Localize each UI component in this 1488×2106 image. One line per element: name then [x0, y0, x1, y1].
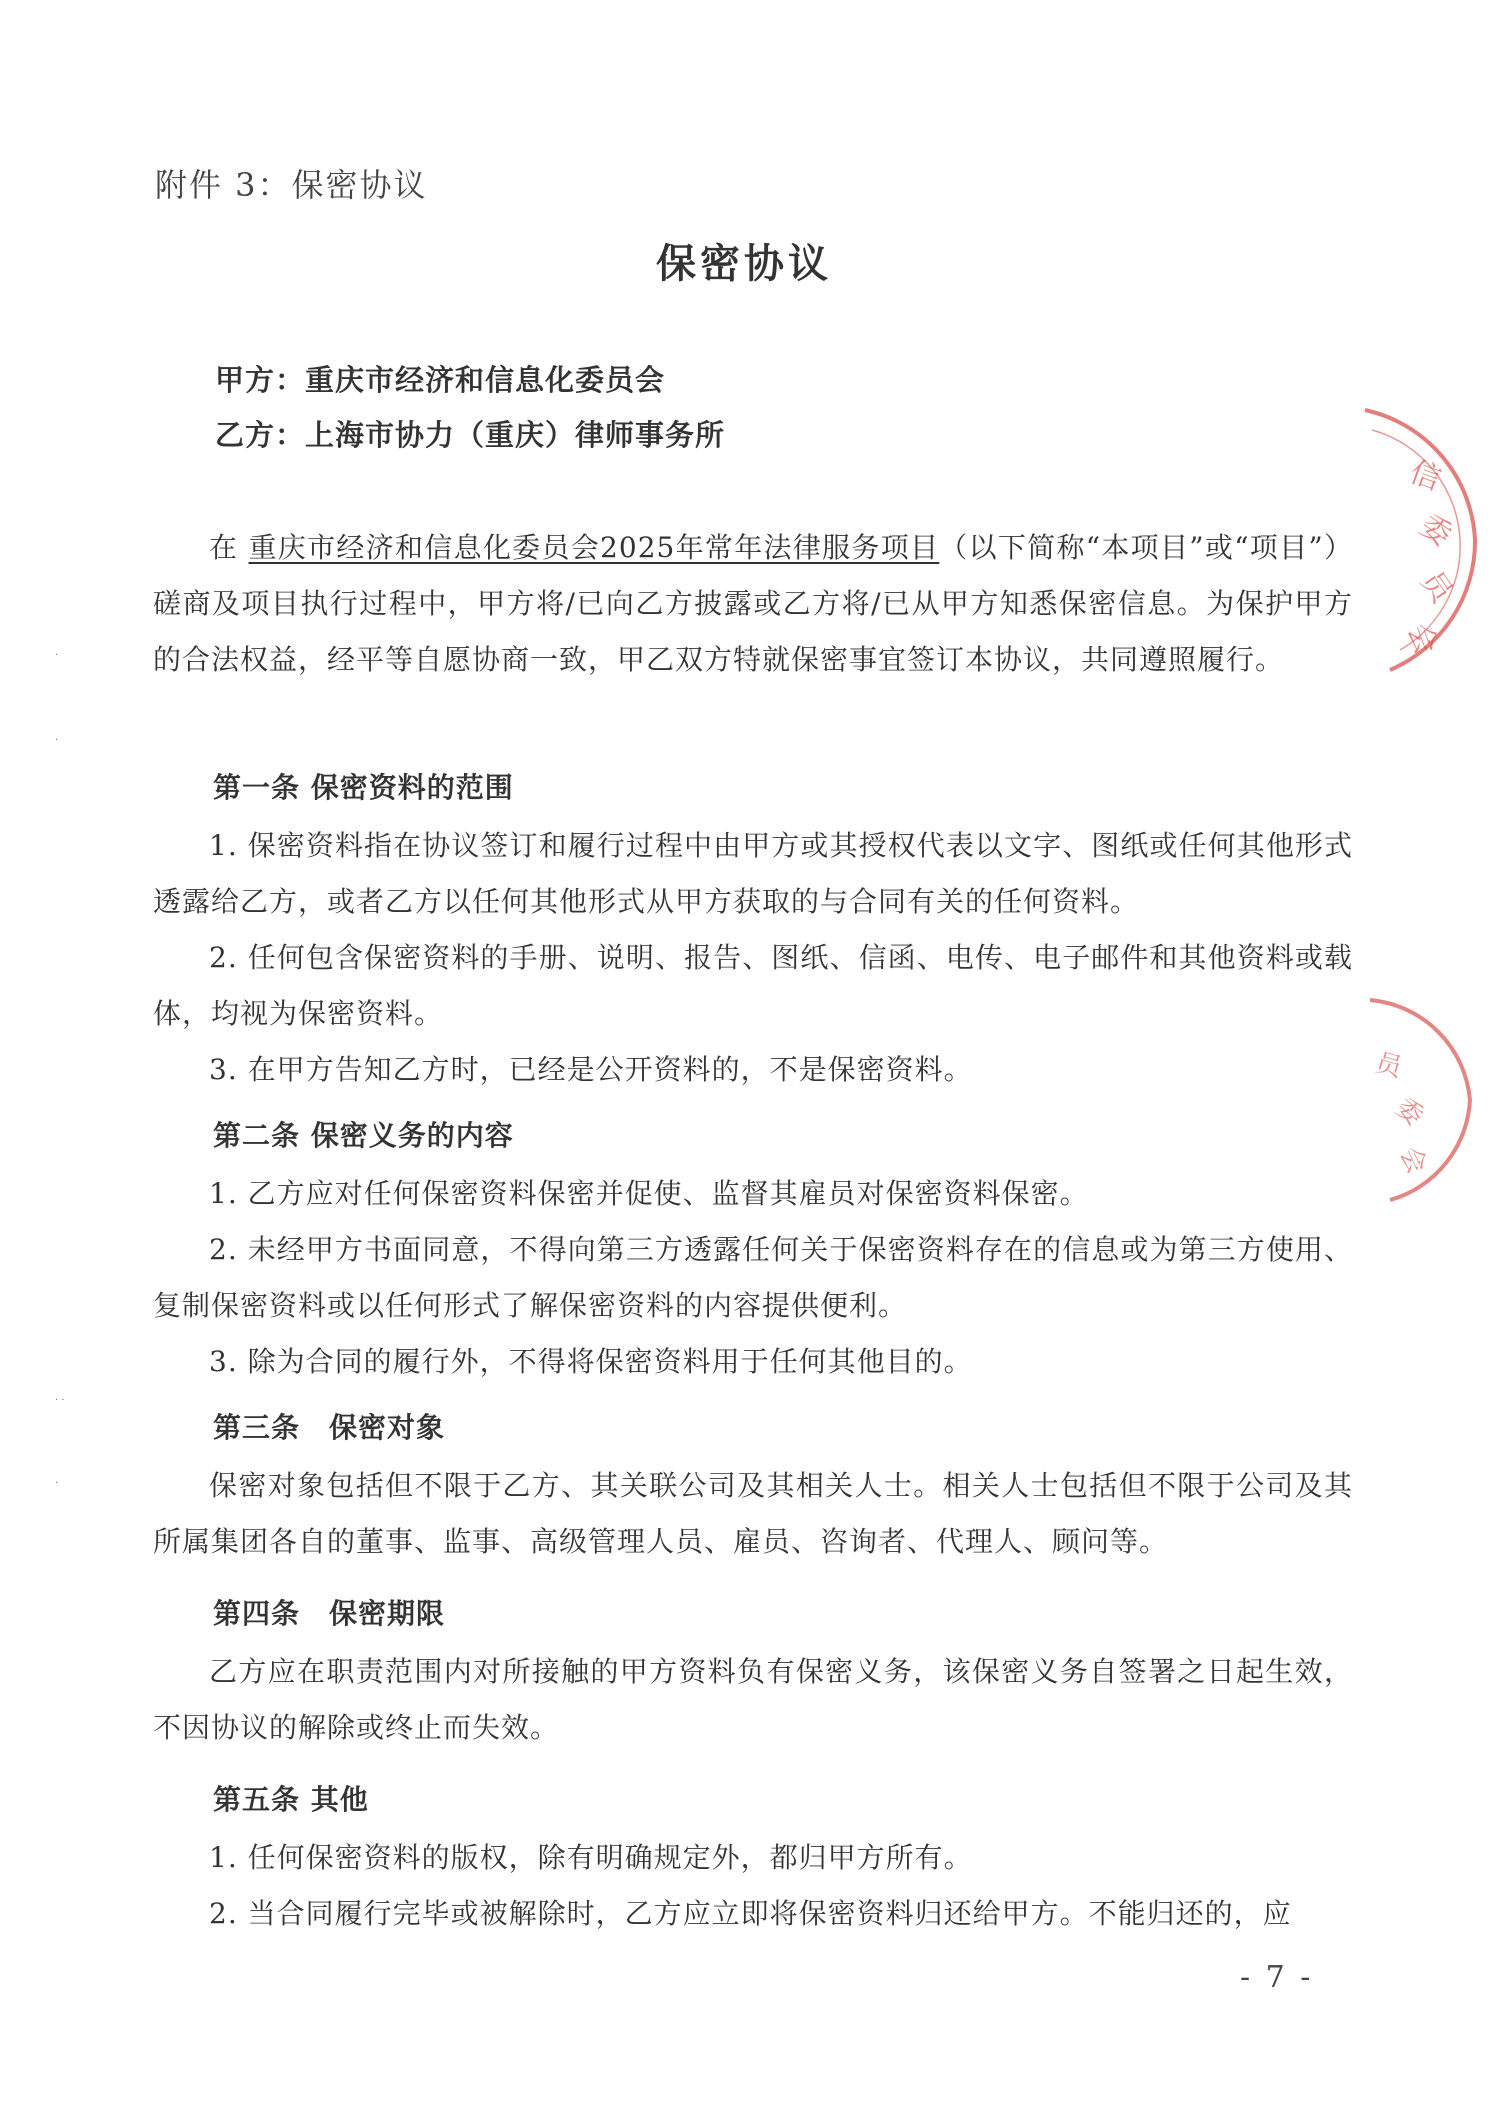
seal-top-char: 信 — [1405, 455, 1446, 497]
section-5-body — [153, 1830, 1353, 1942]
section-2-item: 1. 乙方应对任何保密资料保密并促使、监督其雇员对保密资料保密。 — [209, 1177, 1089, 1210]
section-1-item: 1. 保密资料指在协议签订和履行过程中由甲方或其授权代表以文字、图纸或任何其他形式透露给乙方，或者乙方以任何其他形式从甲方获取的与合同有关的任何资料。 — [153, 829, 1353, 918]
section-2-item: 3. 除为合同的履行外，不得将保密资料用于任何其他目的。 — [209, 1345, 973, 1378]
seal-top-char: 员 — [1414, 565, 1459, 609]
section-4-body — [153, 1644, 1353, 1756]
section-1-body — [153, 818, 1353, 1098]
official-seal-top — [1350, 400, 1488, 680]
scan-speck: · — [55, 1478, 59, 1489]
page-number: - 7 - — [1240, 1960, 1314, 1995]
project-name: 重庆市经济和信息化委员会2025年常年法律服务项目 — [248, 531, 940, 564]
section-3-body — [153, 1458, 1353, 1570]
section-1-heading: 第一条 保密资料的范围 — [213, 771, 514, 804]
scan-speck: · — [55, 650, 59, 661]
document-title: 保密协议 — [656, 240, 832, 287]
section-2-body — [153, 1166, 1353, 1390]
party-b: 乙方：上海市协力（重庆）律师事务所 — [215, 418, 726, 452]
attachment-label: 附件 3：保密协议 — [155, 166, 428, 204]
section-5-heading: 第五条 其他 — [213, 1783, 369, 1816]
intro-prefix: 在 — [209, 531, 249, 564]
official-seal-middle — [1360, 990, 1488, 1210]
scan-speck: · · — [55, 1395, 65, 1406]
seal-top-char: 会 — [1401, 619, 1443, 659]
section-1-item: 2. 任何包含保密资料的手册、说明、报告、图纸、信函、电传、电子邮件和其他资料或载体，均视为保密资料。 — [153, 941, 1353, 1030]
seal-mid-char: 委 — [1390, 1092, 1429, 1132]
section-2-heading: 第二条 保密义务的内容 — [213, 1119, 514, 1152]
section-4-heading: 第四条 保密期限 — [213, 1597, 446, 1630]
party-a: 甲方：重庆市经济和信息化委员会 — [215, 363, 666, 397]
intro-suffix: （以下简称“本项目”或“项目”）磋商及项目执行过程中，甲方将/已向乙方披露或乙方将/已从甲方知悉保密信息。为保护甲方的合法权益，经平等自愿协商一致，甲乙双方特就保密事宜签订本协议，共同遵照履行。 — [153, 531, 1354, 676]
seal-top-char: 委 — [1413, 508, 1458, 553]
section-2-item: 2. 未经甲方书面同意，不得向第三方透露任何关于保密资料存在的信息或为第三方使用、复制保密资料或以任何形式了解保密资料的内容提供便利。 — [153, 1233, 1353, 1322]
intro-paragraph — [153, 520, 1353, 688]
section-1-item: 3. 在甲方告知乙方时，已经是公开资料的，不是保密资料。 — [209, 1053, 973, 1086]
section-3-text: 保密对象包括但不限于乙方、其关联公司及其相关人士。相关人士包括但不限于公司及其所属集团各自的董事、监事、高级管理人员、雇员、咨询者、代理人、顾问等。 — [153, 1469, 1353, 1558]
seal-mid-char: 会 — [1394, 1142, 1432, 1179]
section-5-item: 2. 当合同履行完毕或被解除时，乙方应立即将保密资料归还给甲方。不能归还的，应 — [209, 1897, 1292, 1930]
seal-mid-char: 员 — [1372, 1047, 1406, 1083]
section-4-text: 乙方应在职责范围内对所接触的甲方资料负有保密义务，该保密义务自签署之日起生效，不因协议的解除或终止而失效。 — [153, 1655, 1353, 1744]
section-3-heading: 第三条 保密对象 — [213, 1411, 446, 1444]
section-5-item: 1. 任何保密资料的版权，除有明确规定外，都归甲方所有。 — [209, 1841, 973, 1874]
scan-speck: · — [55, 735, 59, 746]
